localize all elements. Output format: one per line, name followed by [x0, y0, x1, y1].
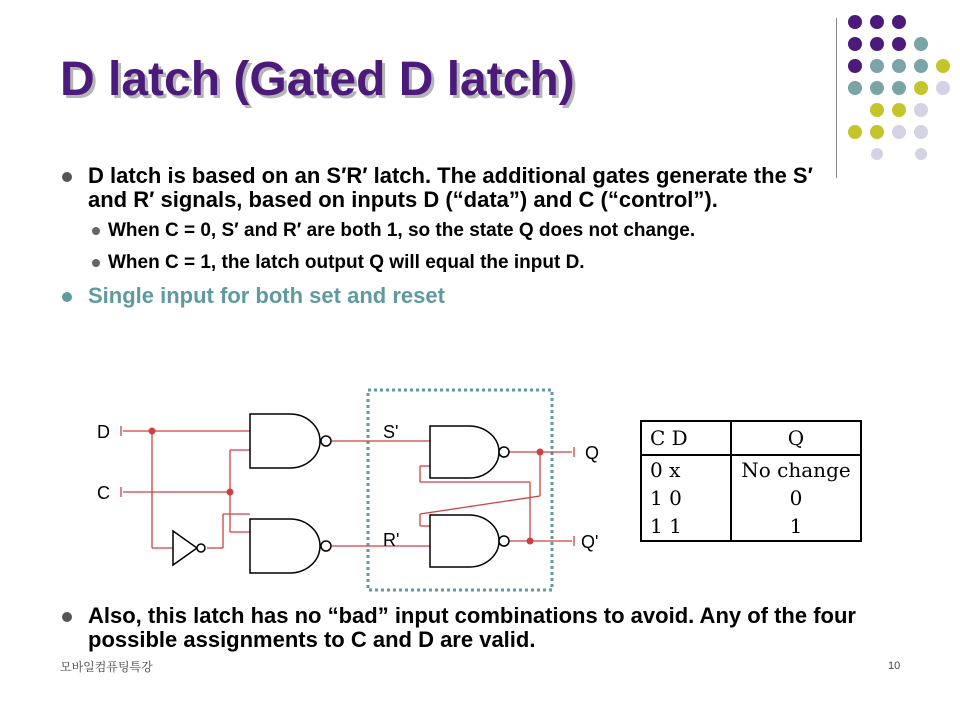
bullet-text: D latch is based on an S′R′ latch. The additional gates generate the S′ and R′ signals, based on inputs D (“data”) and C (“control”).	[88, 163, 813, 212]
inverter-gate	[173, 531, 197, 565]
page-number: 10	[888, 660, 901, 672]
input-c-label: C	[97, 483, 110, 503]
nand-gate-lower-left	[250, 519, 320, 573]
s-prime-label: S'	[383, 422, 399, 442]
cell-cd: 1 1	[641, 512, 731, 541]
cell-q: 1	[731, 512, 861, 541]
decorative-divider	[836, 18, 837, 178]
header-cd: C D	[641, 421, 731, 455]
nand-gate-lower-right	[430, 515, 499, 567]
footer-course-title: 모바일컴퓨팅특강	[60, 660, 153, 674]
bullet-item: Also, this latch has no “bad” input combinations to avoid. Any of the four possible assignments to C and D are valid.	[62, 604, 942, 652]
truth-table-header	[641, 421, 861, 455]
truth-table-row	[641, 455, 861, 484]
truth-table-row	[641, 512, 861, 541]
bullet-list	[62, 164, 842, 316]
decorative-dot-grid	[840, 10, 950, 160]
cell-q: 0	[731, 484, 861, 512]
bullet-item-accent: Single input for both set and reset	[62, 284, 842, 308]
truth-table	[640, 420, 862, 542]
output-q-prime-label: Q'	[581, 532, 599, 552]
cell-cd: 1 0	[641, 484, 731, 512]
truth-table-row	[641, 484, 861, 512]
output-q-label: Q	[585, 443, 600, 463]
nand-gate-upper-left	[250, 414, 320, 468]
sub-bullet-list	[88, 220, 842, 274]
nand-gate-upper-right	[430, 426, 499, 478]
sub-bullet-item: When C = 1, the latch output Q will equal the input D.	[88, 252, 842, 274]
bullet-item	[62, 164, 842, 274]
input-d-label: D	[97, 422, 110, 442]
sub-bullet-item: When C = 0, S′ and R′ are both 1, so the state Q does not change.	[88, 220, 842, 242]
pin-stubs	[121, 426, 574, 546]
d-latch-circuit	[85, 386, 605, 596]
r-prime-label: R'	[383, 530, 400, 550]
cell-q: No change	[731, 455, 861, 484]
cell-cd: 0 x	[641, 455, 731, 484]
header-q: Q	[731, 421, 861, 455]
bottom-bullet-list	[62, 604, 942, 652]
slide-title: D latch (Gated D latch)	[60, 53, 575, 106]
